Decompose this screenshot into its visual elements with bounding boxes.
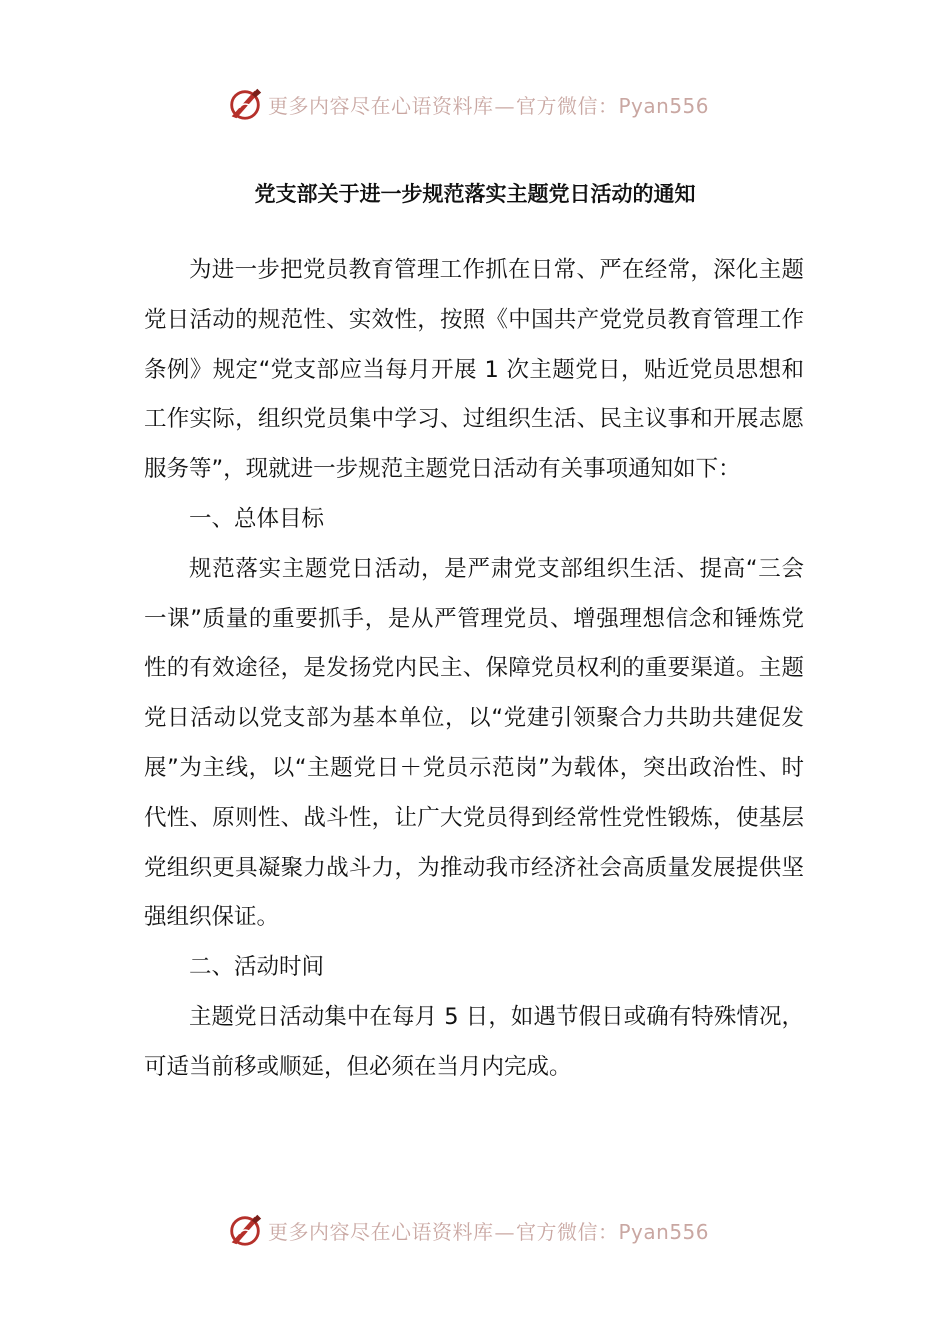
section-heading-time: 二、活动时间	[189, 954, 325, 981]
banner-site-name: 更多内容尽在心语资料库	[268, 93, 494, 118]
banner-text	[268, 90, 709, 119]
pen-circle-logo-icon	[226, 1211, 264, 1249]
header-banner	[226, 84, 709, 124]
document-body	[144, 246, 804, 1093]
banner-site-name: 更多内容尽在心语资料库	[268, 1219, 494, 1244]
section-body-goals: 规范落实主题党日活动，是严肃党支部组织生活、提高“三会一课”质量的重要抓手，是从严管理党员、增强理想信念和锤炼党性的有效途径，是发扬党内民主、保障党员权利的重要渠道。主题党日活动以党支部为基本单位，以“党建引领聚合力共助共建促发展”为主线，以“主题党日＋党员示范岗”为载体，突出政治性、时代性、原则性、战斗性，让广大党员得到经常性党性锻炼，使基层党组织更具凝聚力战斗力，为推动我市经济社会高质量发展提供坚强组织保证。	[144, 555, 804, 931]
banner-wechat: 官方微信：Pyan556	[516, 93, 710, 118]
banner-text	[268, 1216, 709, 1245]
banner-wechat: 官方微信：Pyan556	[516, 1219, 710, 1244]
banner-separator: —	[494, 93, 515, 118]
footer-banner	[226, 1210, 709, 1250]
pen-circle-logo-icon	[226, 85, 264, 123]
banner-separator: —	[494, 1219, 515, 1244]
section-body-time: 主题党日活动集中在每月 5 日，如遇节假日或确有特殊情况，可适当前移或顺延，但必须在当月内完成。	[144, 1003, 804, 1080]
section-heading-goals: 一、总体目标	[189, 505, 325, 532]
intro-paragraph: 为进一步把党员教育管理工作抓在日常、严在经常，深化主题党日活动的规范性、实效性，按照《中国共产党党员教育管理工作条例》规定“党支部应当每月开展 1 次主题党日，贴近党员思想和工作实际，组织党员集中学习、过组织生活、民主议事和开展志愿服务等”，现就进一步规范主题党日活动有关事项通知如下：	[144, 257, 804, 483]
document-title: 党支部关于进一步规范落实主题党日活动的通知	[254, 182, 696, 206]
